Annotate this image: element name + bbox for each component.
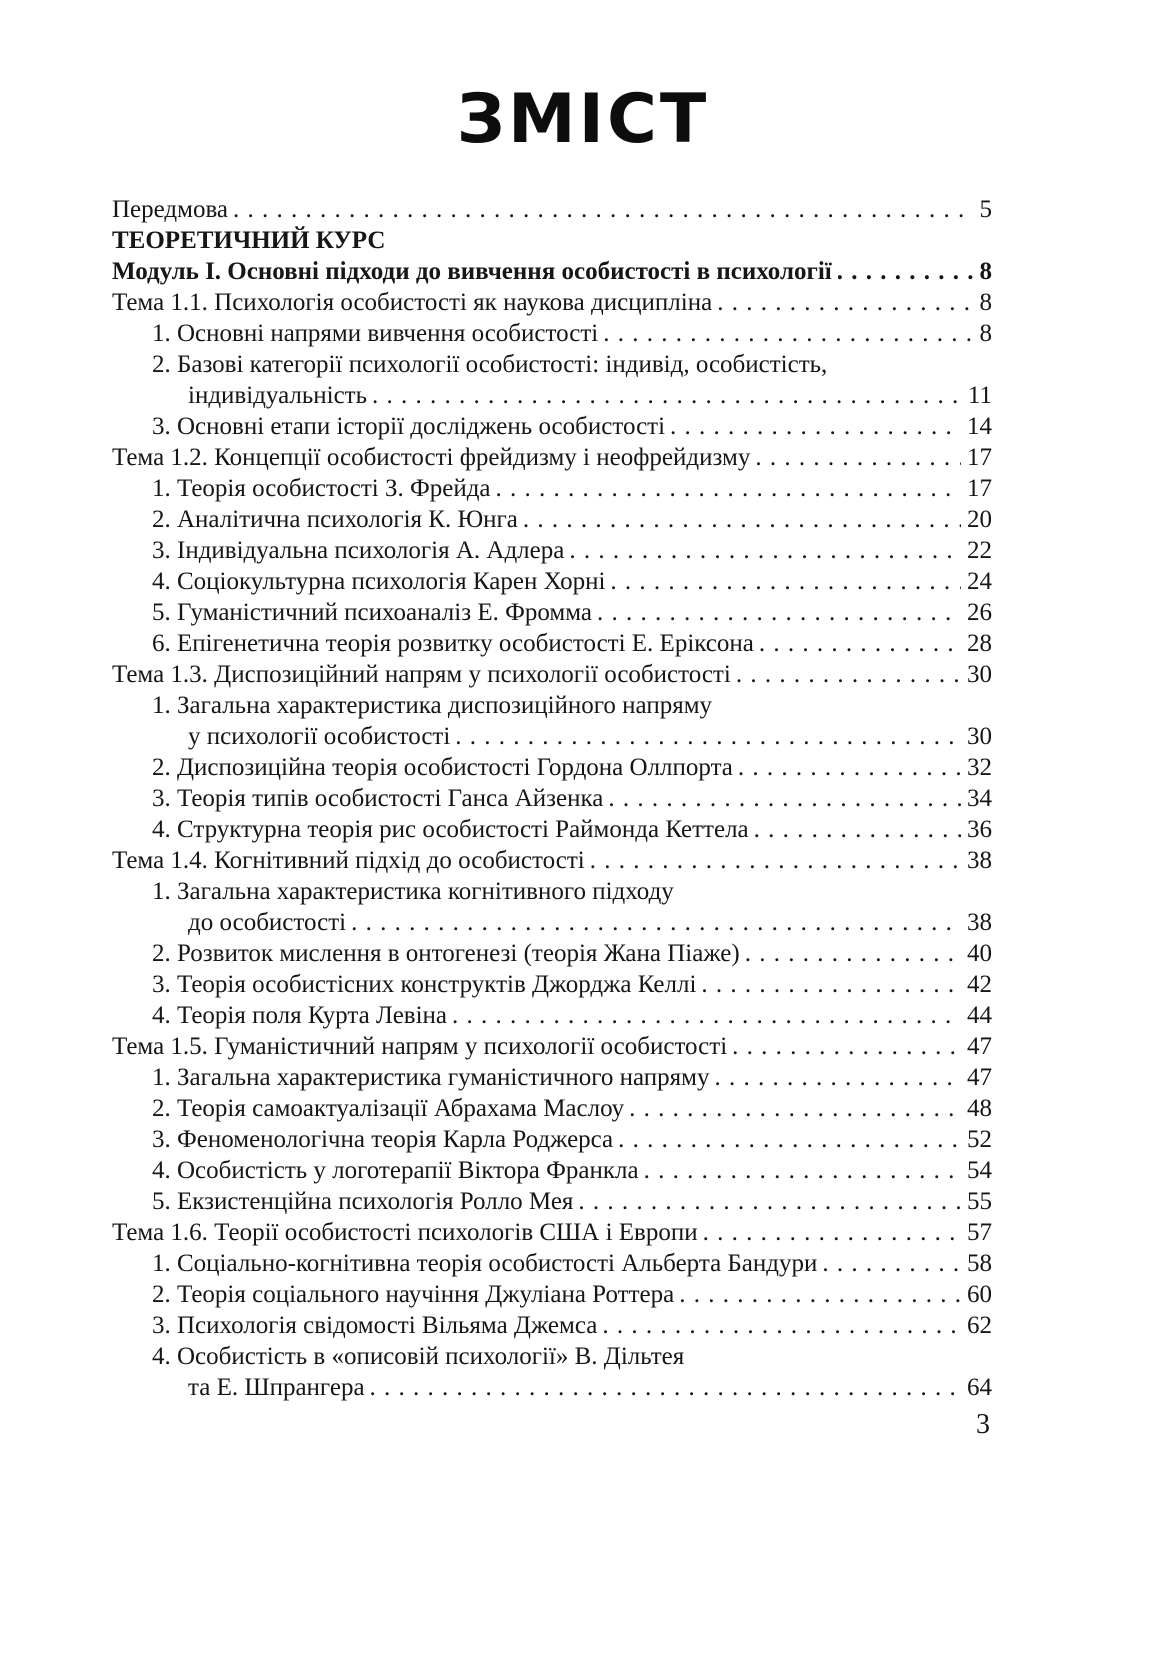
toc-entry-page: 36 <box>967 816 992 843</box>
toc-entry-page: 8 <box>979 258 992 285</box>
toc-entry <box>112 659 992 690</box>
toc-entry <box>112 411 992 442</box>
toc-entry-page: 38 <box>967 847 992 874</box>
toc-entry-page: 14 <box>967 413 992 440</box>
toc-entry <box>112 566 992 597</box>
toc-entry-page: 44 <box>967 1002 992 1029</box>
toc-entry <box>112 256 992 287</box>
toc-entry-page: 17 <box>967 475 992 502</box>
toc-entry <box>112 535 992 566</box>
toc-leader-dots <box>717 287 973 318</box>
toc-entry-label: індивідуальність <box>188 382 368 409</box>
toc-entry <box>112 876 992 907</box>
toc-entry-page: 55 <box>967 1188 992 1215</box>
toc-entry-label: Тема 1.3. Диспозиційний напрям у психології особистості <box>112 661 731 688</box>
toc-entry-page: 52 <box>967 1126 992 1153</box>
toc-leader-dots <box>732 1031 961 1062</box>
toc-entry-label: 1. Соціально-когнітивна теорія особистості Альберта Бандури <box>152 1250 818 1277</box>
toc-entry-page: 42 <box>967 971 992 998</box>
toc-entry-label: у психології особистості <box>188 723 451 750</box>
toc-entry <box>112 504 992 535</box>
toc-entry <box>112 969 992 1000</box>
toc-entry-label: Тема 1.1. Психологія особистості як наукова дисципліна <box>112 289 713 316</box>
toc-entry <box>112 1155 992 1186</box>
toc-entry-label: Тема 1.4. Когнітивний підхід до особистості <box>112 847 585 874</box>
toc-leader-dots <box>233 194 973 225</box>
toc-list <box>112 194 992 1403</box>
toc-leader-dots <box>701 969 961 1000</box>
toc-entry-label: 3. Феноменологічна теорія Карла Роджерса <box>152 1126 614 1153</box>
toc-entry <box>112 845 992 876</box>
toc-entry-label: 2. Теорія самоактуалізації Абрахама Маслоу <box>152 1095 625 1122</box>
toc-entry <box>112 1186 992 1217</box>
toc-entry-label: 2. Теорія соціального научіння Джуліана Роттера <box>152 1281 675 1308</box>
toc-leader-dots <box>610 566 961 597</box>
toc-entry-label: Передмова <box>112 196 229 223</box>
toc-leader-dots <box>714 1062 961 1093</box>
toc-entry-page: 26 <box>967 599 992 626</box>
toc-entry <box>112 783 992 814</box>
toc-entry <box>112 597 992 628</box>
toc-entry-page: 54 <box>967 1157 992 1184</box>
toc-leader-dots <box>759 628 961 659</box>
toc-entry <box>112 1279 992 1310</box>
toc-leader-dots <box>602 1310 961 1341</box>
toc-entry-label: 2. Диспозиційна теорія особистості Гордона Оллпорта <box>152 754 733 781</box>
toc-entry-label: 3. Теорія типів особистості Ганса Айзенка <box>152 785 604 812</box>
toc-entry-page: 8 <box>979 320 992 347</box>
toc-entry <box>112 752 992 783</box>
toc-entry <box>112 1031 992 1062</box>
toc-leader-dots <box>755 442 961 473</box>
toc-leader-dots <box>578 1186 961 1217</box>
toc-entry-page: 40 <box>967 940 992 967</box>
toc-entry <box>112 1310 992 1341</box>
toc-entry-page: 17 <box>967 444 992 471</box>
toc-entry-label: 4. Структурна теорія рис особистості Раймонда Кеттела <box>152 816 749 843</box>
toc-leader-dots <box>679 1279 961 1310</box>
toc-entry-label: 1. Загальна характеристика диспозиційного напряму <box>152 692 713 719</box>
toc-entry-page: 8 <box>979 289 992 316</box>
toc-entry-label: 5. Гуманістичний психоаналіз Е. Фромма <box>152 599 592 626</box>
toc-leader-dots <box>351 907 961 938</box>
toc-leader-dots <box>738 752 961 783</box>
toc-entry <box>112 349 992 380</box>
toc-leader-dots <box>523 504 961 535</box>
toc-entry-label: 4. Особистість в «описовій психології» В. Дільтея <box>152 1343 685 1370</box>
toc-entry-label: 2. Базові категорії психології особистості: індивід, особистість, <box>152 351 828 378</box>
toc-leader-dots <box>569 535 961 566</box>
toc-entry-page: 32 <box>967 754 992 781</box>
toc-entry-page: 48 <box>967 1095 992 1122</box>
toc-entry-page: 58 <box>967 1250 992 1277</box>
toc-entry <box>112 907 992 938</box>
toc-entry-label: 1. Загальна характеристика гуманістичного напряму <box>152 1064 710 1091</box>
toc-leader-dots <box>703 1217 961 1248</box>
toc-leader-dots <box>496 473 961 504</box>
toc-entry-page: 11 <box>967 382 992 409</box>
page-title: ЗМІСТ <box>456 80 710 159</box>
toc-entry <box>112 1341 992 1372</box>
toc-entry <box>112 194 992 225</box>
toc-entry-page: 64 <box>967 1374 992 1401</box>
toc-entry-page: 28 <box>967 630 992 657</box>
toc-entry <box>112 380 992 411</box>
toc-leader-dots <box>822 1248 961 1279</box>
toc-entry-page: 62 <box>967 1312 992 1339</box>
toc-entry <box>112 690 992 721</box>
toc-entry-label: Модуль І. Основні підходи до вивчення особистості в психології <box>112 258 832 285</box>
toc-entry-page: 24 <box>967 568 992 595</box>
toc-entry-page: 5 <box>979 196 992 223</box>
toc-entry <box>112 1372 992 1403</box>
toc-entry-label: 1. Загальна характеристика когнітивного підходу <box>152 878 674 905</box>
toc-entry <box>112 225 992 256</box>
toc-entry <box>112 628 992 659</box>
toc-entry-page: 20 <box>967 506 992 533</box>
toc-entry-label: ТЕОРЕТИЧНИЙ КУРС <box>112 227 386 254</box>
toc-entry-label: 6. Епігенетична теорія розвитку особистості Е. Еріксона <box>152 630 754 657</box>
toc-leader-dots <box>608 783 961 814</box>
toc-leader-dots <box>618 1124 961 1155</box>
toc-entry-page: 57 <box>967 1219 992 1246</box>
toc-leader-dots <box>745 938 961 969</box>
toc-entry-label: та Е. Шпрангера <box>188 1374 365 1401</box>
toc-entry-label: до особистості <box>188 909 347 936</box>
toc-entry-page: 38 <box>967 909 992 936</box>
toc-entry <box>112 1000 992 1031</box>
toc-leader-dots <box>629 1093 961 1124</box>
toc-entry-page: 30 <box>967 723 992 750</box>
toc-entry-page: 60 <box>967 1281 992 1308</box>
toc-entry-label: 3. Теорія особистісних конструктів Джорджа Келлі <box>152 971 697 998</box>
toc-leader-dots <box>754 814 961 845</box>
toc-entry <box>112 1217 992 1248</box>
toc-entry <box>112 287 992 318</box>
toc-entry-label: Тема 1.6. Теорії особистості психологів США і Европи <box>112 1219 698 1246</box>
toc-entry-label: 2. Розвиток мислення в онтогенезі (теорія Жана Піаже) <box>152 940 740 967</box>
toc-entry-label: 4. Особистість у логотерапії Віктора Франкла <box>152 1157 639 1184</box>
toc-entry-page: 47 <box>967 1033 992 1060</box>
toc-entry-label: 3. Індивідуальна психологія А. Адлера <box>152 537 565 564</box>
toc-entry <box>112 1062 992 1093</box>
toc-entry-label: 1. Теорія особистості З. Фрейда <box>152 475 491 502</box>
toc-entry-label: 2. Аналітична психологія К. Юнга <box>152 506 518 533</box>
toc-leader-dots <box>370 1372 961 1403</box>
toc-leader-dots <box>590 845 961 876</box>
toc-entry-label: 5. Екзистенційна психологія Ролло Мея <box>152 1188 574 1215</box>
toc-entry-label: 3. Психологія свідомості Вільяма Джемса <box>152 1312 598 1339</box>
toc-leader-dots <box>372 380 962 411</box>
toc-leader-dots <box>837 256 974 287</box>
footer-page-number: 3 <box>976 1409 990 1440</box>
toc-entry <box>112 814 992 845</box>
toc-entry-page: 22 <box>967 537 992 564</box>
toc-entry <box>112 721 992 752</box>
toc-entry-page: 34 <box>967 785 992 812</box>
toc-leader-dots <box>455 721 961 752</box>
toc-entry <box>112 1093 992 1124</box>
toc-entry <box>112 1124 992 1155</box>
toc-leader-dots <box>644 1155 961 1186</box>
toc-entry-label: 1. Основні напрями вивчення особистості <box>152 320 599 347</box>
toc-entry <box>112 473 992 504</box>
toc-entry-label: 4. Соціокультурна психологія Карен Хорні <box>152 568 606 595</box>
toc-entry-label: 4. Теорія поля Курта Левіна <box>152 1002 448 1029</box>
toc-entry-page: 30 <box>967 661 992 688</box>
toc-entry-page: 47 <box>967 1064 992 1091</box>
toc-leader-dots <box>670 411 961 442</box>
toc-leader-dots <box>736 659 961 690</box>
toc-leader-dots <box>603 318 973 349</box>
toc-leader-dots <box>597 597 961 628</box>
toc-entry-label: 3. Основні етапи історії досліджень особистості <box>152 413 666 440</box>
toc-entry <box>112 442 992 473</box>
toc-entry-label: Тема 1.2. Концепції особистості фрейдизму і неофрейдизму <box>112 444 751 471</box>
toc-leader-dots <box>452 1000 961 1031</box>
toc-entry <box>112 938 992 969</box>
toc-entry <box>112 318 992 349</box>
toc-entry <box>112 1248 992 1279</box>
toc-entry-label: Тема 1.5. Гуманістичний напрям у психології особистості <box>112 1033 728 1060</box>
